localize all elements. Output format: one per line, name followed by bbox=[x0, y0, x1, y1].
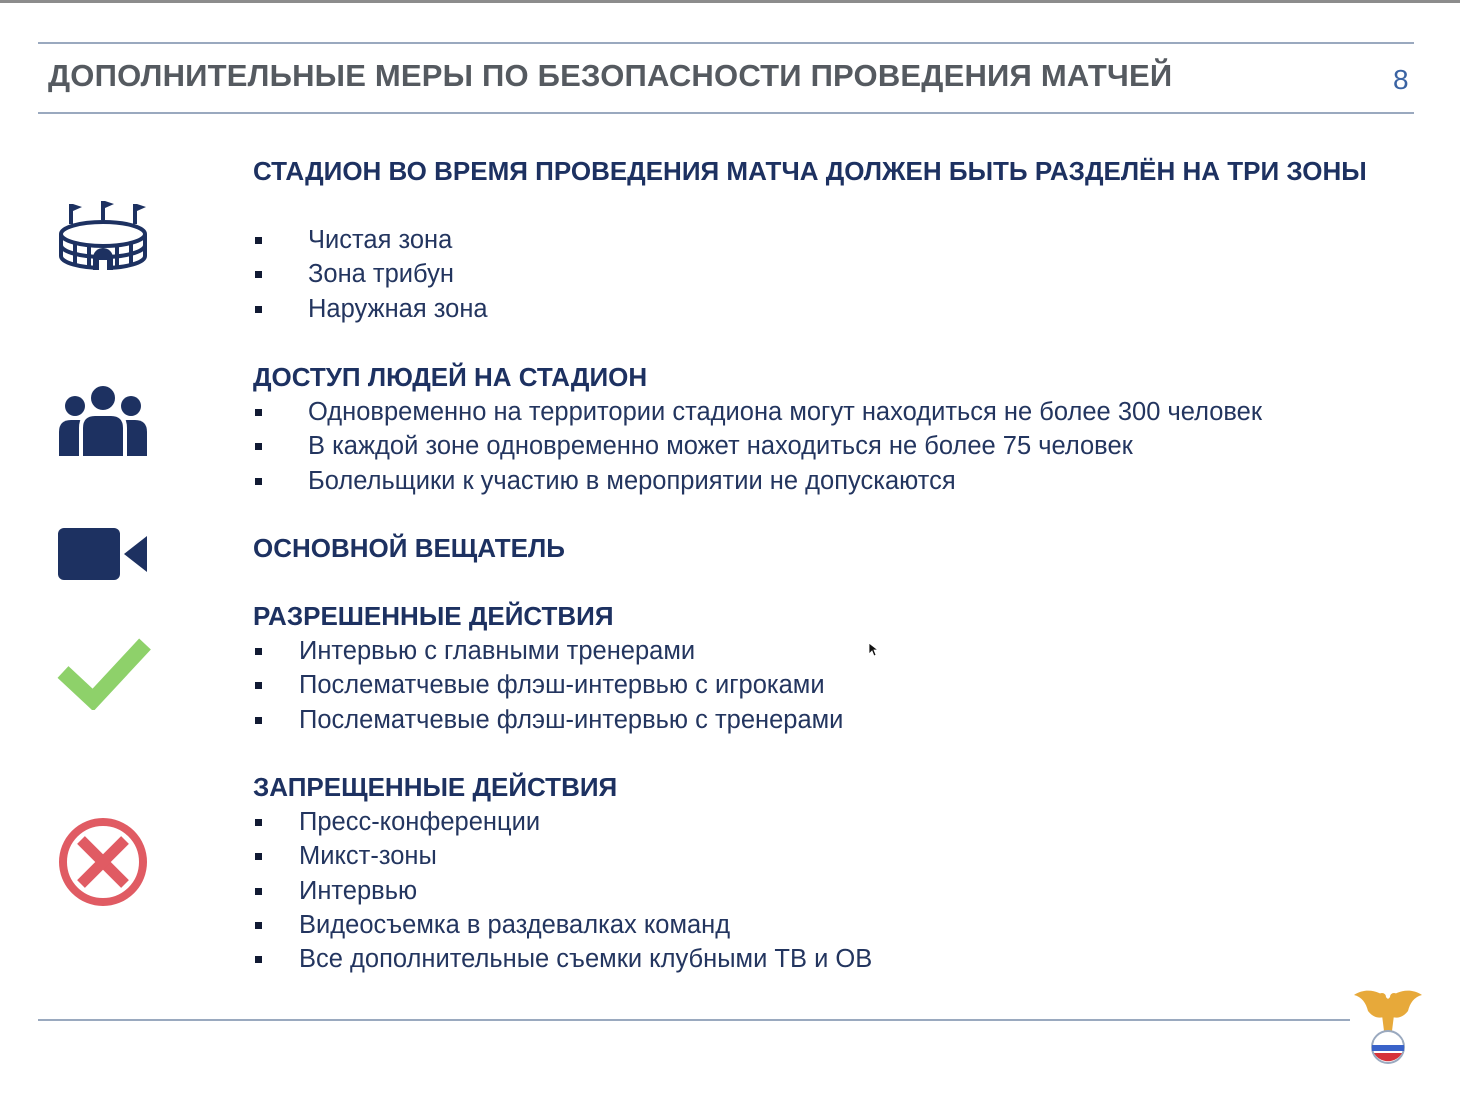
section-heading-zones: СТАДИОН ВО ВРЕМЯ ПРОВЕДЕНИЯ МАТЧА ДОЛЖЕН БЫТЬ РАЗДЕЛЁН НА ТРИ ЗОНЫ bbox=[253, 156, 1367, 186]
list-item: Наружная зона bbox=[253, 292, 488, 326]
stadium-icon bbox=[55, 196, 151, 276]
list-item: В каждой зоне одновременно может находиться не более 75 человек bbox=[253, 429, 1262, 463]
mouse-cursor-icon bbox=[868, 642, 878, 658]
allowed-list bbox=[253, 634, 843, 737]
section-heading-allowed: РАЗРЕШЕННЫЕ ДЕЙСТВИЯ bbox=[253, 601, 614, 631]
list-item: Интервью bbox=[253, 874, 872, 908]
list-item: Послематчевые флэш-интервью с тренерами bbox=[253, 703, 843, 737]
page-number: 8 bbox=[1393, 64, 1409, 95]
section-heading-forbidden: ЗАПРЕЩЕННЫЕ ДЕЙСТВИЯ bbox=[253, 772, 618, 802]
list-item: Чистая зона bbox=[253, 223, 488, 257]
list-item: Болельщики к участию в мероприятии не допускаются bbox=[253, 464, 1262, 498]
slide-title: ДОПОЛНИТЕЛЬНЫЕ МЕРЫ ПО БЕЗОПАСНОСТИ ПРОВЕДЕНИЯ МАТЧЕЙ bbox=[48, 58, 1173, 93]
list-item: Видеосъемка в раздевалках команд bbox=[253, 908, 872, 942]
section-heading-access: ДОСТУП ЛЮДЕЙ НА СТАДИОН bbox=[253, 362, 648, 392]
people-group-icon bbox=[55, 380, 151, 460]
checkmark-icon bbox=[55, 630, 151, 710]
footer-rule bbox=[38, 1019, 1350, 1021]
forbidden-cross-icon bbox=[55, 814, 151, 910]
list-item: Пресс-конференции bbox=[253, 805, 872, 839]
list-item: Зона трибун bbox=[253, 257, 488, 291]
list-item: Интервью с главными тренерами bbox=[253, 634, 843, 668]
list-item: Послематчевые флэш-интервью с игроками bbox=[253, 668, 843, 702]
list-item: Микст-зоны bbox=[253, 839, 872, 873]
window-top-edge bbox=[0, 0, 1460, 3]
header-bottom-rule bbox=[38, 112, 1414, 114]
header-top-rule bbox=[38, 42, 1414, 44]
list-item: Одновременно на территории стадиона могут находиться не более 300 человек bbox=[253, 395, 1262, 429]
zones-list bbox=[253, 223, 488, 326]
list-item: Все дополнительные съемки клубными ТВ и ОВ bbox=[253, 942, 872, 976]
access-list bbox=[253, 395, 1262, 498]
video-camera-icon bbox=[55, 522, 151, 586]
forbidden-list bbox=[253, 805, 872, 976]
section-heading-broadcaster: ОСНОВНОЙ ВЕЩАТЕЛЬ bbox=[253, 533, 565, 563]
football-union-emblem-icon bbox=[1352, 985, 1424, 1067]
